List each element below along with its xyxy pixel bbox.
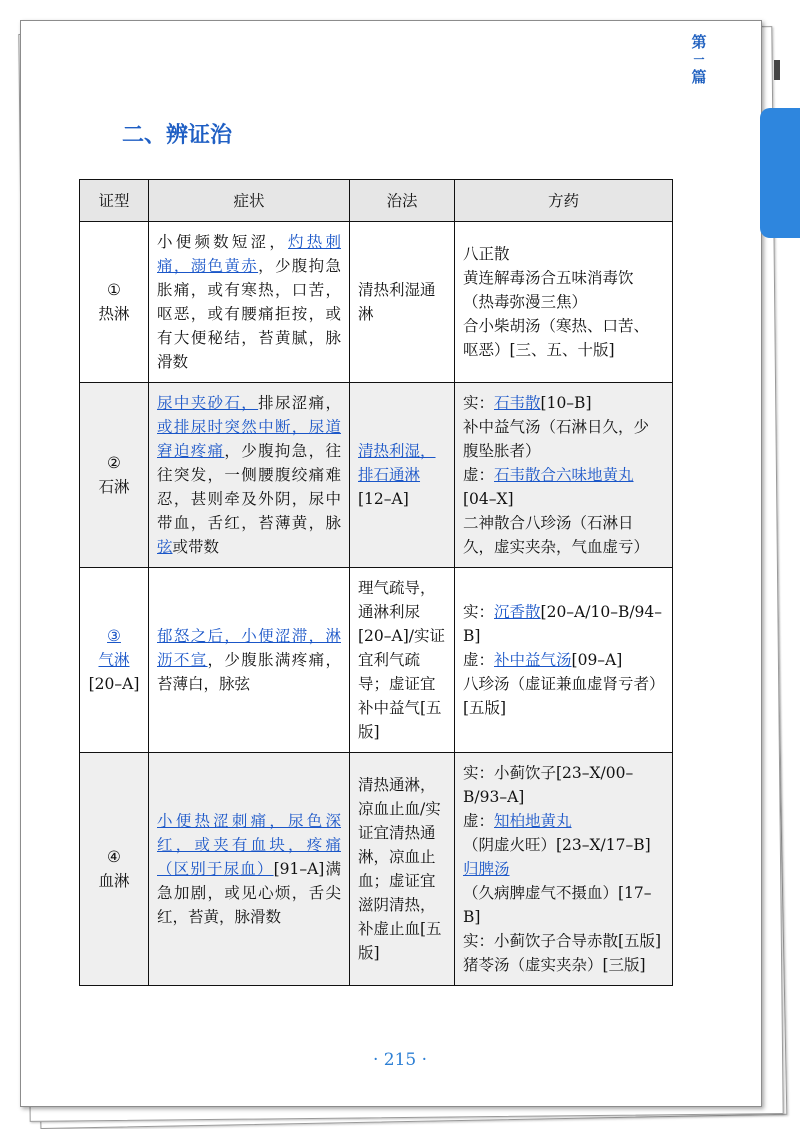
cell-text: ，少腹拘急胀痛，或有寒热，口苦，呕恶，或有腰痛拒按，或有大便秘结，苔黄腻，脉滑数 (157, 257, 341, 371)
highlighted-text: 灼热刺痛，溺色黄赤 (157, 233, 341, 275)
highlighted-text: 石韦散合六味地黄丸 (494, 466, 634, 484)
treatment-cell (350, 568, 455, 753)
syndrome-table (79, 179, 673, 986)
page-number: · 215 · (372, 1050, 428, 1070)
cell-text: 八正散 (463, 245, 510, 263)
treatment-cell (350, 753, 455, 986)
table-row (80, 383, 673, 568)
cell-text: [12–A] (358, 490, 409, 508)
section-label-char: 篇 (691, 233, 707, 251)
cell-text: 虚： (463, 651, 495, 669)
symptoms-cell (149, 383, 350, 568)
highlighted-text: 沉香散 (494, 603, 541, 621)
section-label-char: 核 (691, 113, 707, 131)
header-syndrome: 证型 (80, 180, 149, 222)
cell-text: 实： (463, 394, 495, 412)
cell-text: 实： (463, 603, 495, 621)
cell-text: [91–A]满急加剧，或见心烦，舌尖红，苔黄，脉滑数 (157, 860, 341, 926)
cell-text: [09–A] (571, 651, 623, 669)
table-header-row (80, 180, 673, 222)
formula-cell (455, 753, 673, 986)
header-symptoms: 症状 (149, 180, 350, 222)
cell-text: [04–X] (463, 490, 514, 508)
syndrome-cell (80, 753, 149, 986)
syndrome-ref: [20–A] (88, 675, 140, 693)
part-label (688, 32, 710, 88)
highlighted-text: 归脾汤 (463, 860, 510, 878)
highlighted-text: 郁怒之后，小便涩滞，淋沥不宣 (157, 627, 341, 669)
cell-text: 排尿涩痛， (258, 394, 341, 412)
cell-text: 实：小蓟饮子合导赤散[五版] (463, 932, 662, 950)
section-label-char: 考 (691, 153, 707, 171)
section-label (688, 112, 710, 252)
symptoms-cell (149, 568, 350, 753)
cell-text: 虚： (463, 812, 495, 830)
highlighted-text: 补中益气汤 (494, 651, 572, 669)
cell-text: 补中益气汤（石淋日久，少腹坠胀者） (463, 418, 650, 460)
syndrome-cell (80, 383, 149, 568)
cell-text: 理气疏导，通淋利尿[20–A]/实证宜利气疏导；虚证宜补中益气[五版] (358, 579, 445, 741)
syndrome-number: ① (107, 281, 121, 299)
highlighted-text: 或排尿时突然中断，尿道窘迫疼痛 (157, 418, 341, 460)
syndrome-name: 血淋 (98, 872, 130, 890)
highlighted-text: 石韦散 (494, 394, 541, 412)
formula-cell (455, 568, 673, 753)
formula-cell (455, 383, 673, 568)
highlighted-text: 尿中夹砂石， (157, 394, 259, 412)
syndrome-number: ② (107, 454, 121, 472)
section-label-char: 点 (691, 173, 707, 191)
syndrome-cell (80, 222, 149, 383)
cell-text: 小便频数短涩， (157, 233, 289, 251)
highlighted-text: 小便热涩刺痛，尿色深红，或夹有血块，疼痛（区别于尿血） (157, 812, 341, 878)
section-label-char: 干 (691, 193, 707, 211)
cell-text: 清热利湿通淋 (358, 281, 436, 323)
symptoms-cell (149, 753, 350, 986)
syndrome-cell (80, 568, 149, 753)
cell-text: ，少腹拘急，往往突发，一侧腰腹绞痛难忍，甚则牵及外阴，尿中带血，舌红，苔薄黄，脉 (157, 442, 341, 532)
syndrome-number: ③ (107, 627, 121, 645)
cell-text: 或带数 (172, 538, 220, 556)
symptoms-cell (149, 222, 350, 383)
highlighted-text: 清热利湿，排石通淋 (358, 442, 436, 484)
syndrome-name: 石淋 (98, 478, 130, 496)
part-label-char: 篇 (691, 68, 707, 86)
cell-text: 二神散合八珍汤（石淋日久，虚实夹杂，气血虚亏） (463, 514, 650, 556)
cell-text: （阴虚火旺）[23–X/17–B] (463, 836, 651, 854)
section-label-char: 心 (691, 133, 707, 151)
section-tab (760, 108, 800, 238)
cell-text: [20–A/10–B/94–B] (463, 603, 663, 645)
treatment-cell (350, 222, 455, 383)
header-treatment: 治法 (350, 180, 455, 222)
table-row (80, 753, 673, 986)
cell-text: 猪苓汤（虚实夹杂）[三版] (463, 956, 646, 974)
formula-cell (455, 222, 673, 383)
syndrome-name: 热淋 (98, 305, 130, 323)
highlighted-text: 弦 (157, 538, 173, 556)
page-edge (774, 60, 780, 80)
cell-text: （久病脾虚气不摄血）[17–B] (463, 884, 652, 926)
treatment-cell (350, 383, 455, 568)
table-row (80, 568, 673, 753)
cell-text: 实：小蓟饮子[23–X/00–B/93–A] (463, 764, 634, 806)
part-label-char: 一 (693, 53, 705, 66)
table-row (80, 222, 673, 383)
cell-text: 黄连解毒汤合五味消毒饮（热毒弥漫三焦） (463, 269, 634, 311)
cell-text: 八珍汤（虚证兼血虚肾亏者）[五版] (463, 675, 657, 717)
cell-text: 清热通淋，凉血止血/实证宜清热通淋，凉血止血；虚证宜滋阴清热，补虚止血[五版] (358, 776, 442, 962)
cell-text: ，少腹胀满疼痛，苔薄白，脉弦 (157, 651, 341, 693)
cell-text: [10–B] (540, 394, 592, 412)
highlighted-text: 知柏地黄丸 (494, 812, 572, 830)
section-label-char: 货 (691, 213, 707, 231)
cell-text: 虚： (463, 466, 495, 484)
header-formula: 方药 (455, 180, 673, 222)
section-heading: 二、辨证治 (122, 122, 233, 148)
cell-text: 合小柴胡汤（寒热、口苦、呕恶）[三、五、十版] (463, 317, 650, 359)
syndrome-name: 气淋 (98, 651, 130, 669)
syndrome-number: ④ (107, 848, 121, 866)
part-label-char: 第 (691, 33, 707, 51)
